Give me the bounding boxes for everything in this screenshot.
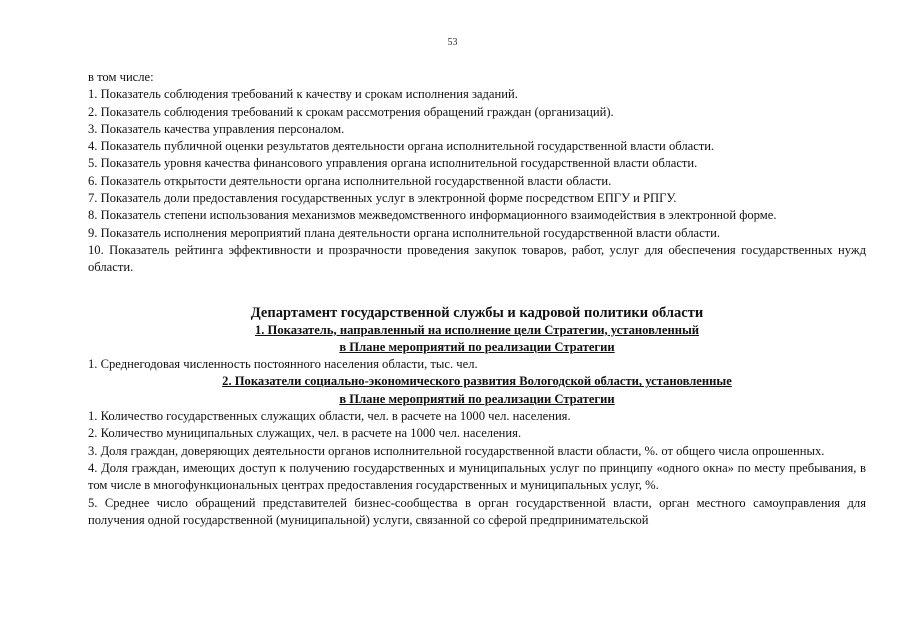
list-item: 5. Показатель уровня качества финансового управления органа исполнительной государственной власти области. bbox=[88, 156, 698, 171]
subsection-2 bbox=[88, 373, 866, 529]
list-item: 1. Среднегодовая численность постоянного населения области, тыс. чел. bbox=[88, 357, 478, 372]
page-number: 53 bbox=[447, 37, 458, 48]
list-item: 7. Показатель доли предоставления государственных услуг в электронной форме посредством ЕПГУ и РПГУ. bbox=[88, 191, 677, 206]
list-item: 2. Показатель соблюдения требований к срокам рассмотрения обращений граждан (организаций). bbox=[88, 104, 614, 119]
subsection-2-title-line2: в Плане мероприятий по реализации Стратегии bbox=[339, 391, 615, 406]
list-item: 4. Доля граждан, имеющих доступ к получению государственных и муниципальных услуг по принципу «одного окна» по месту пребывания, в том числе в многофункциональных центрах предоставления государственных и муниципальных услуг, %. bbox=[88, 460, 866, 493]
list-item: 3. Показатель качества управления персоналом. bbox=[88, 121, 345, 136]
subsection-1-title-line2: в Плане мероприятий по реализации Стратегии bbox=[339, 339, 615, 354]
subsection-1-title-line1: 1. Показатель, направленный на исполнение цели Стратегии, установленный bbox=[254, 322, 700, 337]
list-item: 1. Количество государственных служащих области, чел. в расчете на 1000 чел. населения. bbox=[88, 409, 571, 424]
list-item: 8. Показатель степени использования механизмов межведомственного информационного взаимодействия в электронной форме. bbox=[88, 208, 777, 223]
intro-text: в том числе: bbox=[88, 70, 154, 84]
department-title: Департамент государственной службы и кадровой политики области bbox=[250, 304, 704, 321]
list-item: 1. Показатель соблюдения требований к качеству и срокам исполнения заданий. bbox=[88, 87, 518, 102]
list-item: 5. Среднее число обращений представителей бизнес-сообщества в орган государственной власти, орган местного самоуправления для получения одной государственной (муниципальной) услуги, связанной со сферой предпринимательской bbox=[88, 495, 866, 527]
list-item: 10. Показатель рейтинга эффективности и прозрачности проведения закупок товаров, работ, услуг для обеспечения государственных нужд области. bbox=[88, 242, 866, 275]
subsection-2-title-line1: 2. Показатели социально-экономического развития Вологодской области, установленные bbox=[222, 374, 732, 389]
page-content bbox=[88, 69, 866, 529]
list-item: 3. Доля граждан, доверяющих деятельности органов исполнительной государственной власти области, %. от общего числа опрошенных. bbox=[88, 443, 825, 458]
list-item: 6. Показатель открытости деятельности органа исполнительной государственной власти области. bbox=[88, 173, 612, 188]
subsection-1 bbox=[88, 322, 866, 374]
indicators-list bbox=[88, 86, 866, 276]
list-item: 2. Количество муниципальных служащих, чел. в расчете на 1000 чел. населения. bbox=[88, 426, 522, 441]
list-item: 4. Показатель публичной оценки результатов деятельности органа исполнительной государственной власти области. bbox=[88, 139, 715, 154]
list-item: 9. Показатель исполнения мероприятий плана деятельности органа исполнительной государственной власти области. bbox=[88, 225, 721, 240]
